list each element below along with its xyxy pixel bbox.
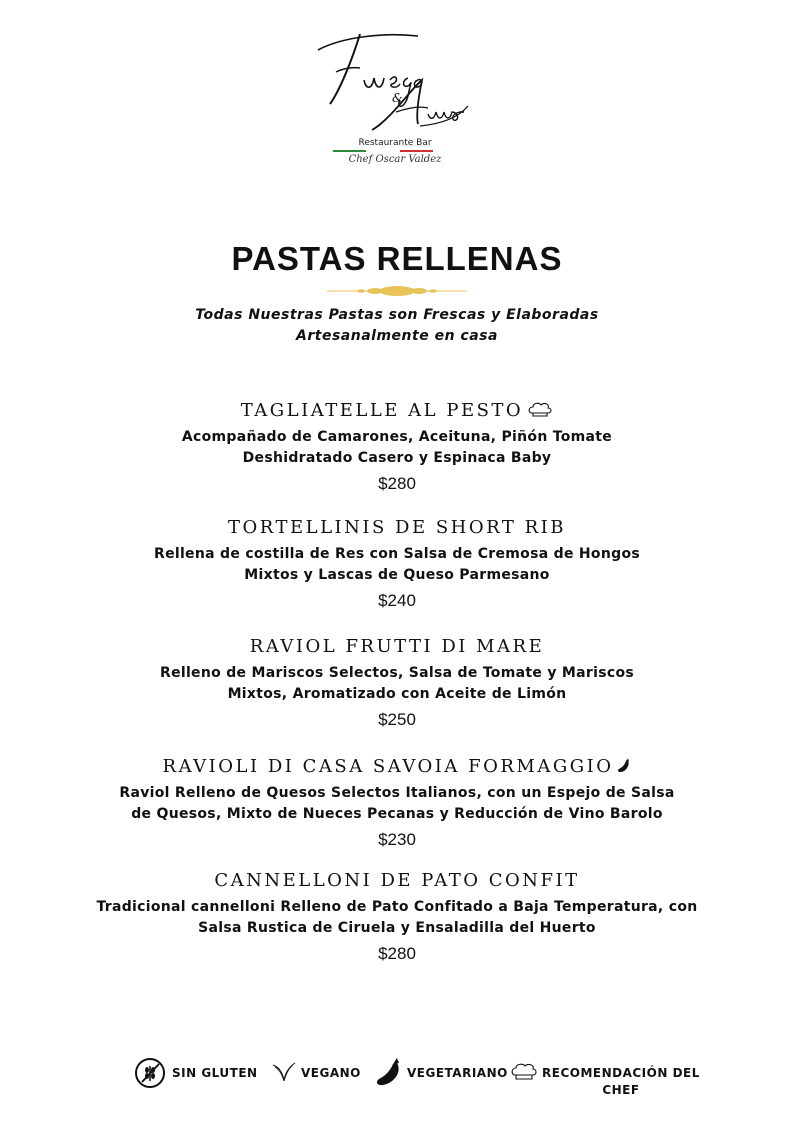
legend-label-line: CHEF xyxy=(602,1083,640,1097)
dish-description-line: de Quesos, Mixto de Nueces Pecanas y Reducción de Vino Barolo xyxy=(131,806,663,822)
legend-label-line: RECOMENDACIÓN DEL xyxy=(542,1066,700,1080)
legend-gluten-free xyxy=(134,1057,258,1089)
menu-item xyxy=(0,755,794,853)
intro-line-1: Todas Nuestras Pastas son Frescas y Elaboradas xyxy=(195,307,599,323)
page-title: PASTAS RELLENAS xyxy=(231,240,563,277)
dish-description-line: Rellena de costilla de Res con Salsa de Cremosa de Hongos xyxy=(153,546,640,562)
dish-price: $240 xyxy=(378,591,416,610)
logo-subtitle: Restaurante Bar xyxy=(358,138,432,148)
dish-description-line: Mixtos, Aromatizado con Aceite de Limón xyxy=(227,686,567,702)
gluten-free-icon xyxy=(134,1057,166,1089)
dish-description xyxy=(0,897,794,939)
intro-line-2: Artesanalmente en casa xyxy=(296,328,498,344)
dish-name-text: RAVIOLI DI CASA SAVOIA FORMAGGIO xyxy=(162,756,614,777)
dish-description-line: Tradicional cannelloni Relleno de Pato Confitado a Baja Temperatura, con xyxy=(96,899,698,915)
legend-chef-recommendation xyxy=(510,1057,700,1099)
dish-description xyxy=(0,427,794,469)
dish-name: TORTELLINIS DE SHORT RIB xyxy=(227,517,566,538)
dish-price: $230 xyxy=(378,830,416,849)
legend-label: SIN GLUTEN xyxy=(172,1066,258,1080)
eggplant-icon xyxy=(375,1057,403,1089)
dish-price: $280 xyxy=(378,944,416,963)
dish-description xyxy=(0,663,794,705)
dish-price: $280 xyxy=(378,474,416,493)
dish-name-text: TAGLIATELLE AL PESTO xyxy=(240,400,524,421)
dish-description xyxy=(0,783,794,825)
icon-legend xyxy=(0,1057,794,1097)
legend-label: VEGANO xyxy=(301,1066,361,1080)
dish-name: RAVIOL FRUTTI DI MARE xyxy=(249,636,545,657)
dish-description-line: Raviol Relleno de Quesos Selectos Italianos, con un Espejo de Salsa xyxy=(119,785,675,801)
dish-description-line: Acompañado de Camarones, Aceituna, Piñón Tomate xyxy=(181,429,613,445)
chef-hat-icon xyxy=(527,402,553,418)
dish-name xyxy=(0,399,794,427)
dish-description-line: Mixtos y Lascas de Queso Parmesano xyxy=(244,567,550,583)
dish-description-line: Salsa Rustica de Ciruela y Ensaladilla del Huerto xyxy=(198,920,596,936)
dish-name xyxy=(0,755,794,783)
italian-flag-stripe xyxy=(333,150,433,152)
menu-item xyxy=(0,869,794,967)
legend-vegetarian xyxy=(375,1057,508,1089)
menu-item xyxy=(0,635,794,733)
menu-item xyxy=(0,399,794,497)
dish-price: $250 xyxy=(378,710,416,729)
dish-description-line: Deshidratado Casero y Espinaca Baby xyxy=(242,450,552,466)
intro-text xyxy=(0,305,794,347)
legend-label xyxy=(542,1065,700,1099)
dish-description xyxy=(0,544,794,586)
chef-hat-icon xyxy=(510,1057,538,1089)
leaf-icon xyxy=(271,1057,297,1089)
dish-description-line: Relleno de Mariscos Selectos, Salsa de Tomate y Mariscos xyxy=(159,665,634,681)
gold-ornament-divider xyxy=(327,284,467,298)
dish-name: CANNELLONI DE PATO CONFIT xyxy=(214,870,580,891)
legend-label: VEGETARIANO xyxy=(407,1066,508,1080)
legend-vegan xyxy=(271,1057,361,1089)
svg-text:&: & xyxy=(392,91,403,105)
eggplant-icon xyxy=(617,758,631,774)
menu-item xyxy=(0,516,794,614)
chef-signature: Chef Oscar Valdez xyxy=(348,154,442,165)
